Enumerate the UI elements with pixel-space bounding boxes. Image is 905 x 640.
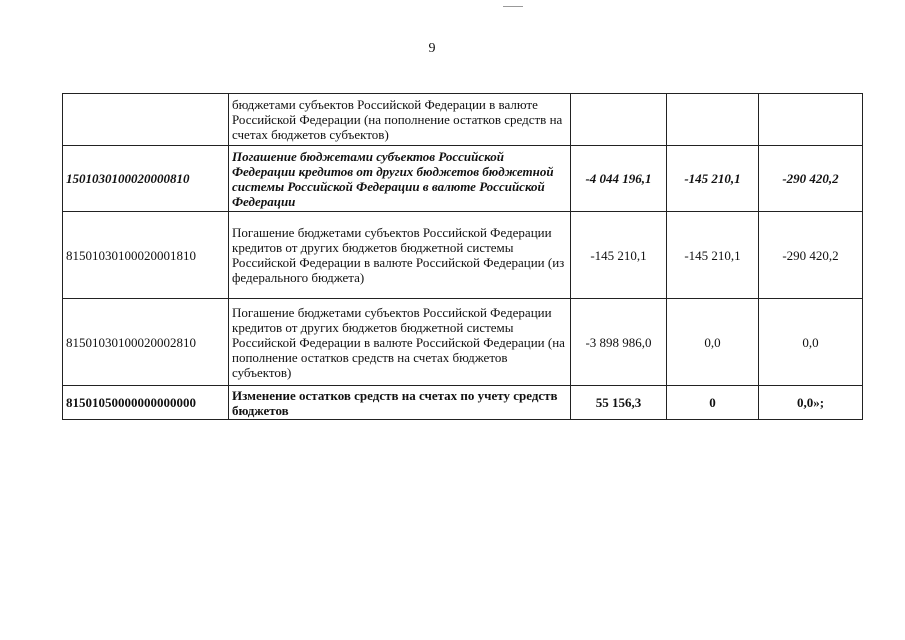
- description-cell: Изменение остатков средств на счетах по учету средств бюджетов: [229, 386, 571, 420]
- page-top-mark: [503, 6, 523, 7]
- table-row: [63, 212, 863, 299]
- amount-cell-1: -145 210,1: [571, 212, 667, 299]
- amount-cell-3: 0,0: [759, 299, 863, 386]
- budget-code-cell: 1501030100020000810: [63, 146, 229, 212]
- description-cell: бюджетами субъектов Российской Федерации в валюте Российской Федерации (на пополнение остатков средств на счетах бюджетов субъектов): [229, 94, 571, 146]
- budget-code-cell: 81501050000000000000: [63, 386, 229, 420]
- amount-cell-1: 55 156,3: [571, 386, 667, 420]
- amount-cell-2: [667, 94, 759, 146]
- table-row: [63, 146, 863, 212]
- amount-cell-2: 0: [667, 386, 759, 420]
- amount-cell-3: -290 420,2: [759, 212, 863, 299]
- amount-cell-2: -145 210,1: [667, 146, 759, 212]
- table-row: [63, 299, 863, 386]
- amount-cell-1: -4 044 196,1: [571, 146, 667, 212]
- description-cell: Погашение бюджетами субъектов Российской Федерации кредитов от других бюджетов бюджетной системы Российской Федерации в валюте Российской Федерации (из федерального бюджета): [229, 212, 571, 299]
- amount-cell-3: [759, 94, 863, 146]
- budget-code-cell: [63, 94, 229, 146]
- amount-cell-3: -290 420,2: [759, 146, 863, 212]
- amount-cell-1: -3 898 986,0: [571, 299, 667, 386]
- description-cell: Погашение бюджетами субъектов Российской Федерации кредитов от других бюджетов бюджетной системы Российской Федерации в валюте Российской Федерации: [229, 146, 571, 212]
- amount-cell-1: [571, 94, 667, 146]
- amount-cell-2: 0,0: [667, 299, 759, 386]
- budget-code-cell: 81501030100020001810: [63, 212, 229, 299]
- description-cell: Погашение бюджетами субъектов Российской Федерации кредитов от других бюджетов бюджетной системы Российской Федерации в валюте Российской Федерации (на пополнение остатков средств на счетах бюджетов субъектов): [229, 299, 571, 386]
- budget-table: [62, 93, 863, 420]
- table-row: [63, 94, 863, 146]
- budget-code-cell: 81501030100020002810: [63, 299, 229, 386]
- amount-cell-2: -145 210,1: [667, 212, 759, 299]
- page-number: 9: [428, 41, 436, 56]
- table-row: [63, 386, 863, 420]
- amount-cell-3: 0,0»;: [759, 386, 863, 420]
